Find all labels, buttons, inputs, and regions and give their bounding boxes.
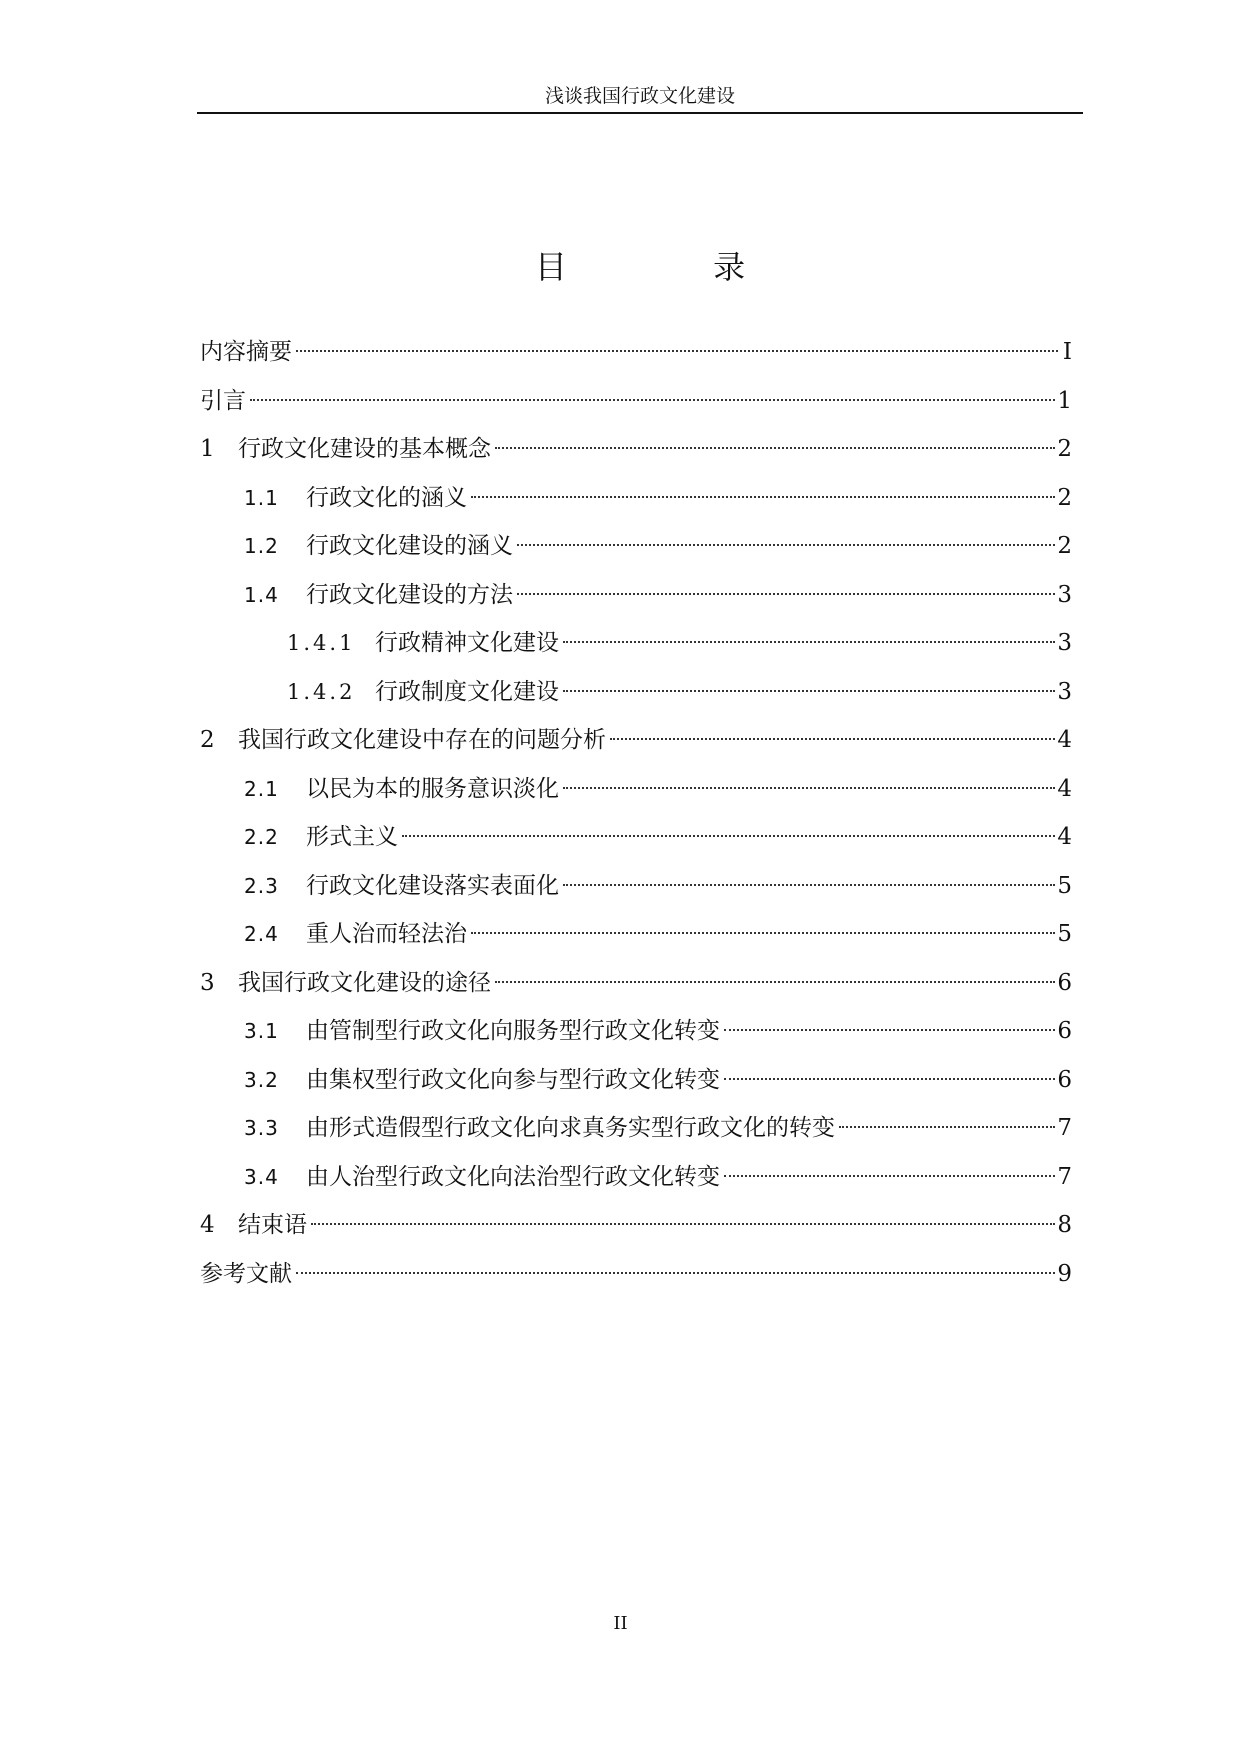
- toc-entry-page: 2: [1057, 436, 1072, 462]
- toc-entry-number: 2.2: [244, 825, 279, 849]
- toc-entry-page: 5: [1057, 872, 1072, 899]
- toc-entry-number: 1.1: [244, 485, 279, 510]
- toc-entry-page: 6: [1057, 1066, 1072, 1093]
- toc-entry-number: 2.4: [244, 922, 279, 946]
- toc-entry-page: 3: [1057, 581, 1072, 608]
- toc-entry-title: 行政文化的涵义: [306, 484, 467, 511]
- toc-entry[interactable]: [200, 813, 1072, 862]
- toc-list: [200, 328, 1072, 1298]
- toc-entry-number: 1.4.2: [287, 679, 356, 704]
- toc-entry-number: 2: [200, 727, 216, 753]
- toc-entry-number: 3.3: [244, 1116, 279, 1140]
- toc-entry-number: 3: [200, 969, 216, 996]
- toc-entry-page: 2: [1057, 484, 1072, 511]
- toc-entry-title: 由形式造假型行政文化向求真务实型行政文化的转变: [306, 1115, 835, 1141]
- toc-entry-page: 1: [1057, 387, 1072, 414]
- toc-entry-page: 2: [1057, 533, 1072, 559]
- toc-entry[interactable]: [200, 959, 1072, 1008]
- toc-entry[interactable]: [200, 1007, 1072, 1056]
- toc-entry-title: 由人治型行政文化向法治型行政文化转变: [306, 1163, 720, 1190]
- toc-entry-title: 形式主义: [306, 824, 398, 850]
- running-header: 浅谈我国行政文化建设: [544, 85, 735, 107]
- toc-entry-number: 3.4: [244, 1164, 279, 1189]
- toc-entry[interactable]: [200, 571, 1072, 620]
- page-number: II: [613, 1613, 628, 1634]
- toc-entry-number: 4: [200, 1212, 216, 1238]
- toc-dot-leader: [517, 593, 1055, 595]
- toc-entry-page: 6: [1057, 1018, 1072, 1044]
- toc-entry[interactable]: [200, 1201, 1072, 1250]
- toc-entry-title: 内容摘要: [200, 339, 292, 365]
- toc-entry[interactable]: [200, 1104, 1072, 1153]
- toc-entry-page: 7: [1057, 1115, 1072, 1141]
- toc-entry-number: 3.2: [244, 1067, 279, 1092]
- toc-entry-page: 4: [1057, 824, 1072, 850]
- toc-entry-page: 3: [1057, 678, 1072, 705]
- toc-entry[interactable]: [200, 619, 1072, 668]
- toc-entry-page: 5: [1057, 921, 1072, 947]
- toc-entry-title: 行政制度文化建设: [375, 678, 559, 705]
- toc-dot-leader: [610, 738, 1055, 740]
- toc-entry-title: 引言: [200, 387, 246, 414]
- toc-entry[interactable]: [200, 474, 1072, 523]
- toc-entry-number: 1: [200, 436, 216, 462]
- toc-entry-title: 行政精神文化建设: [375, 630, 559, 656]
- toc-entry-number: 2.3: [244, 873, 279, 898]
- toc-entry-number: 1.4.1: [287, 631, 356, 655]
- toc-entry-title: 重人治而轻法治: [306, 921, 467, 947]
- toc-entry-title: 我国行政文化建设中存在的问题分析: [238, 727, 606, 753]
- toc-entry-number: 3.1: [244, 1019, 279, 1043]
- toc-dot-leader: [296, 350, 1058, 352]
- toc-entry-title: 行政文化建设的涵义: [306, 533, 513, 559]
- toc-dot-leader: [563, 641, 1055, 643]
- toc-entry-title: 行政文化建设的基本概念: [238, 436, 491, 462]
- toc-dot-leader: [296, 1272, 1055, 1274]
- toc-dot-leader: [471, 932, 1055, 934]
- toc-dot-leader: [517, 544, 1055, 546]
- toc-dot-leader: [839, 1126, 1055, 1128]
- toc-dot-leader: [563, 884, 1055, 886]
- toc-entry-page: I: [1062, 339, 1072, 365]
- toc-dot-leader: [495, 981, 1055, 983]
- toc-dot-leader: [563, 690, 1055, 692]
- toc-entry[interactable]: [200, 862, 1072, 911]
- toc-entry[interactable]: [200, 716, 1072, 765]
- toc-entry-title: 行政文化建设落实表面化: [306, 872, 559, 899]
- toc-entry-number: 2.1: [244, 776, 279, 801]
- toc-entry[interactable]: [200, 1056, 1072, 1105]
- toc-entry-page: 4: [1057, 775, 1072, 802]
- toc-entry[interactable]: [200, 765, 1072, 814]
- toc-entry[interactable]: [200, 910, 1072, 959]
- toc-entry-page: 8: [1057, 1212, 1072, 1238]
- toc-entry-page: 6: [1057, 969, 1072, 996]
- toc-entry[interactable]: [200, 1153, 1072, 1202]
- toc-entry-page: 4: [1057, 727, 1072, 753]
- toc-entry-title: 由集权型行政文化向参与型行政文化转变: [306, 1066, 720, 1093]
- toc-entry-title: 我国行政文化建设的途径: [238, 969, 491, 996]
- toc-entry-page: 7: [1057, 1163, 1072, 1190]
- header-rule: [197, 112, 1083, 114]
- toc-dot-leader: [471, 496, 1055, 498]
- toc-dot-leader: [724, 1175, 1055, 1177]
- toc-entry-title: 由管制型行政文化向服务型行政文化转变: [306, 1018, 720, 1044]
- toc-entry-number: 1.2: [244, 534, 279, 558]
- toc-dot-leader: [724, 1078, 1055, 1080]
- toc-dot-leader: [402, 835, 1055, 837]
- toc-entry-page: 9: [1057, 1260, 1072, 1287]
- toc-dot-leader: [563, 787, 1055, 789]
- toc-entry-title: 参考文献: [200, 1260, 292, 1287]
- toc-entry-number: 1.4: [244, 582, 279, 607]
- toc-entry-title: 以民为本的服务意识淡化: [306, 775, 559, 802]
- toc-entry[interactable]: [200, 522, 1072, 571]
- toc-title: 目 录: [534, 248, 814, 286]
- toc-entry-title: 行政文化建设的方法: [306, 581, 513, 608]
- toc-entry-page: 3: [1057, 630, 1072, 656]
- toc-entry[interactable]: [200, 668, 1072, 717]
- toc-dot-leader: [250, 399, 1055, 401]
- toc-entry[interactable]: [200, 425, 1072, 474]
- toc-dot-leader: [724, 1029, 1055, 1031]
- toc-dot-leader: [495, 447, 1055, 449]
- toc-entry-title: 结束语: [238, 1212, 307, 1238]
- toc-entry[interactable]: [200, 377, 1072, 426]
- toc-entry[interactable]: [200, 328, 1072, 377]
- toc-dot-leader: [311, 1223, 1055, 1225]
- toc-entry[interactable]: [200, 1250, 1072, 1299]
